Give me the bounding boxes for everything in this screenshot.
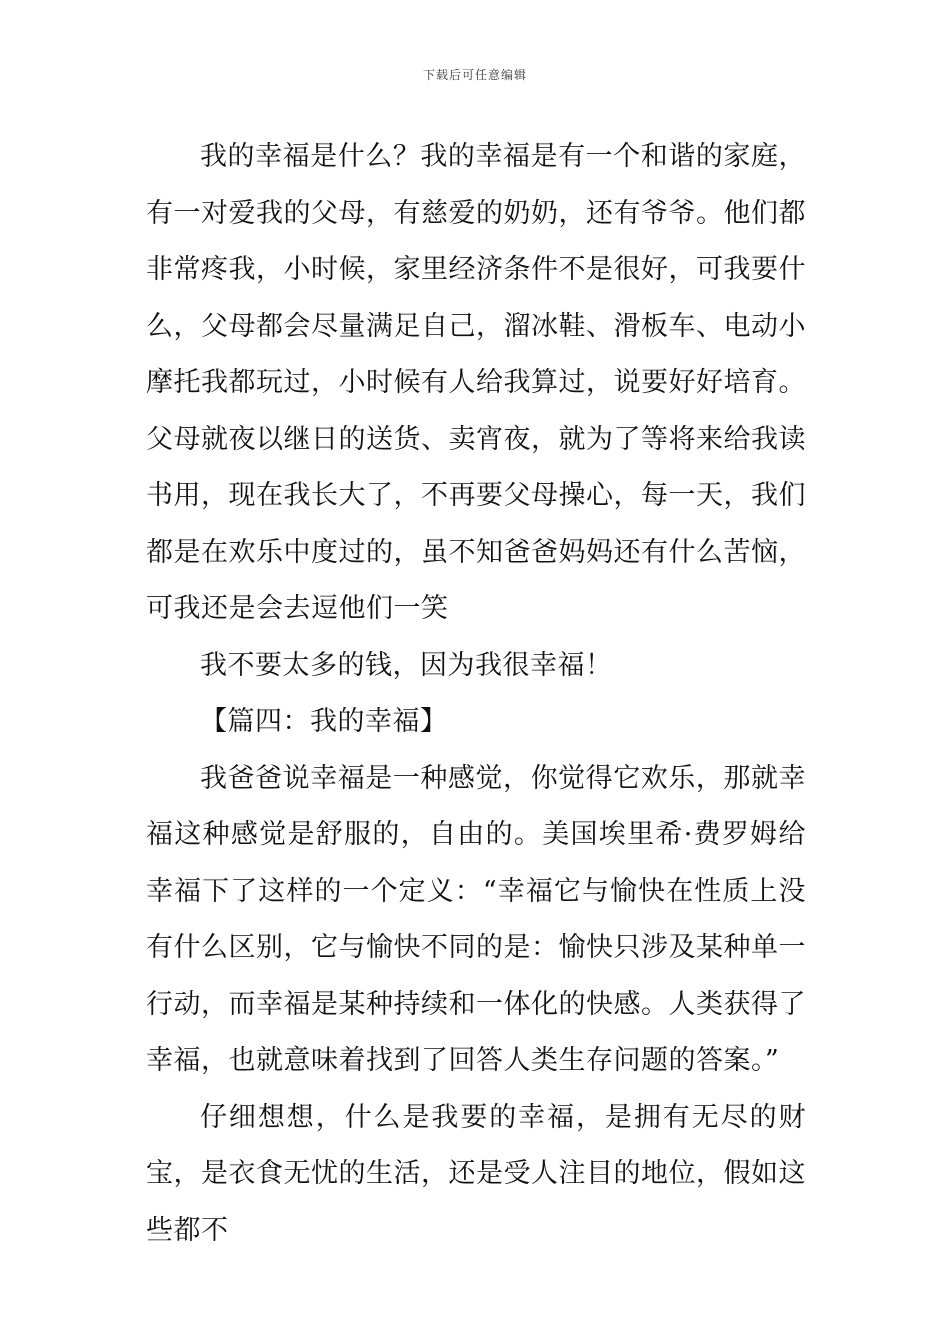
paragraph-definition: 我爸爸说幸福是一种感觉，你觉得它欢乐，那就幸福这种感觉是舒服的，自由的。美国埃里希·费罗姆给幸福下了这样的一个定义：“幸福它与愉快在性质上没有什么区别，它与愉快不同的是：愉快只涉及某种单一行动，而幸福是某种持续和一体化的快感。人类获得了幸福，也就意味着找到了回答人类生存问题的答案。” <box>146 762 806 1076</box>
paragraph-my-happiness: 我的幸福是什么？我的幸福是有一个和谐的家庭，有一对爱我的父母，有慈爱的奶奶，还有爷爷。他们都非常疼我，小时候，家里经济条件不是很好，可我要什么，父母都会尽量满足自己，溜冰鞋、滑板车、电动小摩托我都玩过，小时候有人给我算过，说要好好培育。父母就夜以继日的送货、卖宵夜，就为了等将来给我读书用，现在我长大了，不再要父母操心，每一天，我们都是在欢乐中度过的，虽不知爸爸妈妈还有什么苦恼，可我还是会去逗他们一笑 <box>146 141 806 624</box>
document-body <box>146 129 806 1259</box>
page-header-note: 下载后可任意编辑 <box>422 68 527 82</box>
paragraph-no-money: 我不要太多的钱，因为我很幸福！ <box>200 649 613 681</box>
paragraph-think-carefully: 仔细想想，什么是我要的幸福，是拥有无尽的财宝，是衣食无忧的生活，还是受人注目的地位，假如这些都不 <box>146 1101 806 1246</box>
section-heading: 【篇四：我的幸福】 <box>200 706 448 737</box>
